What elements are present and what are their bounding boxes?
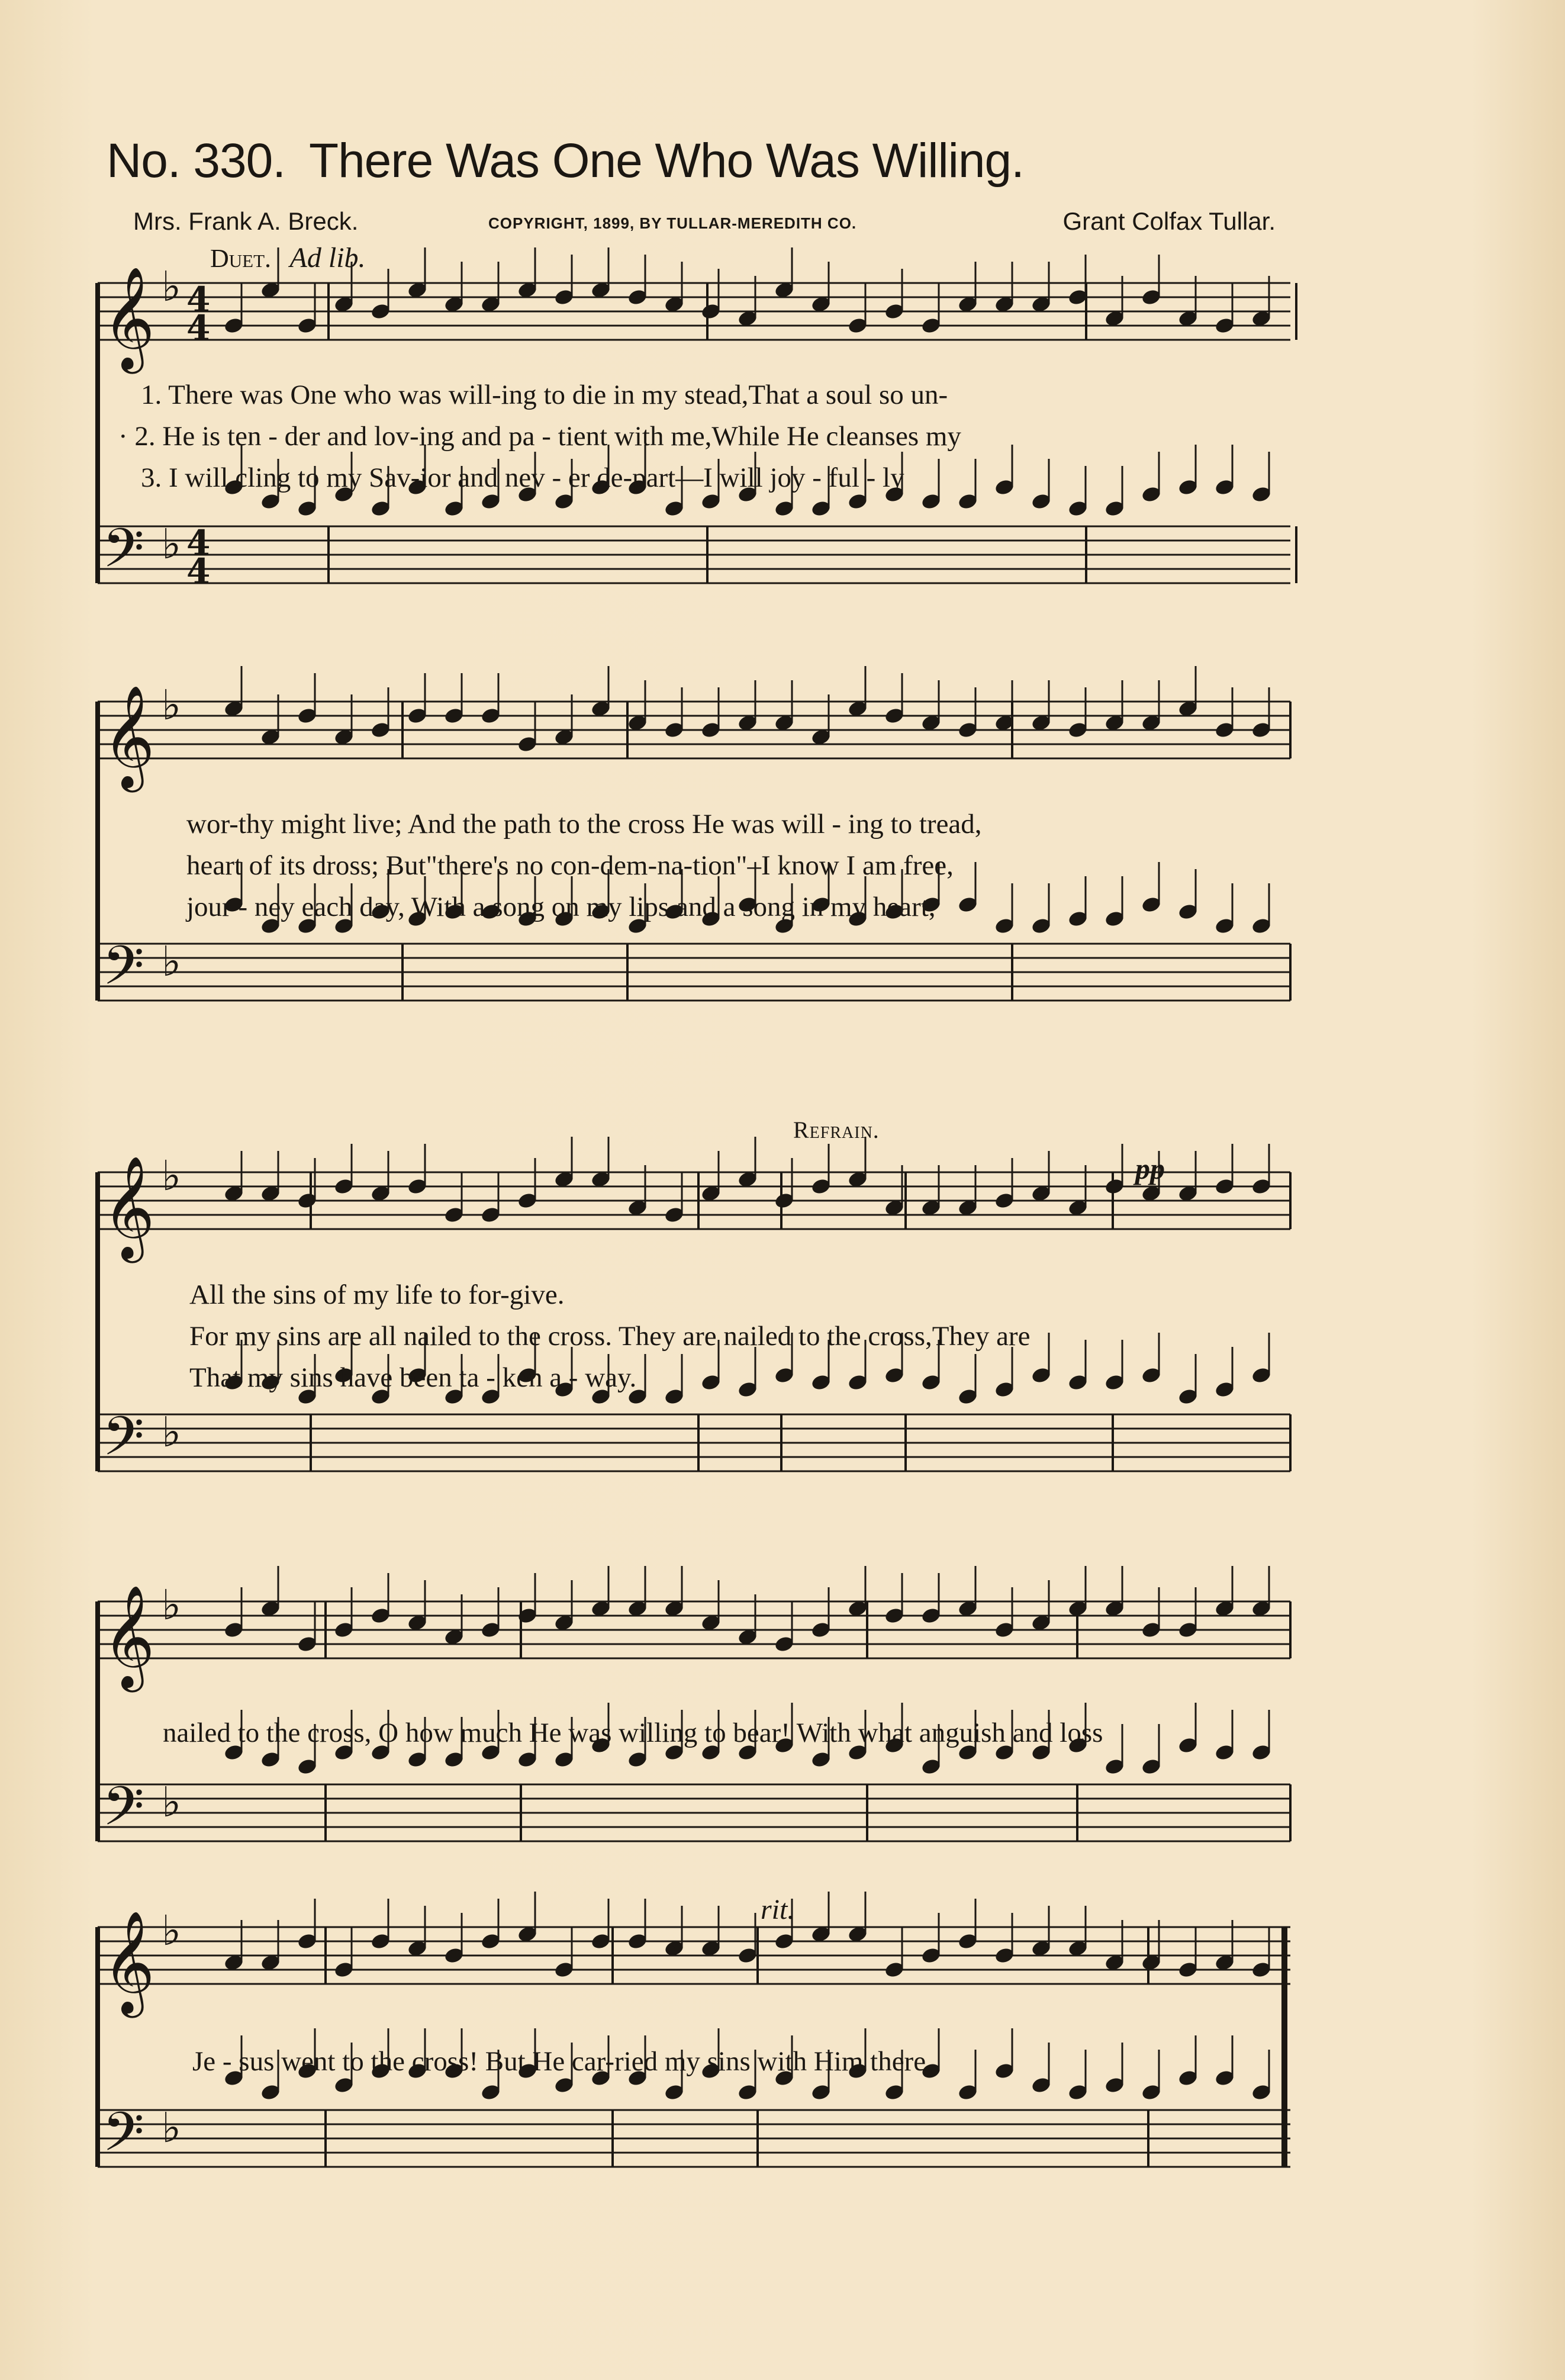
svg-text:♭: ♭ bbox=[162, 937, 182, 986]
copyright-notice: COPYRIGHT, 1899, BY TULLAR-MEREDITH CO. bbox=[488, 214, 857, 232]
svg-text:♭: ♭ bbox=[162, 520, 182, 568]
svg-text:4: 4 bbox=[186, 308, 211, 348]
svg-text:♭: ♭ bbox=[162, 1778, 182, 1826]
duet-label: Duet. bbox=[210, 244, 272, 273]
dynamic-pp: pp bbox=[1135, 1152, 1165, 1185]
verse-1-line-3: All the sins of my life to for-give. bbox=[189, 1279, 565, 1310]
verse-2-line-2: heart of its dross; But"there's no con-dem-na-tion"–I know I am free, bbox=[186, 850, 954, 881]
svg-text:4: 4 bbox=[186, 551, 211, 591]
verse-3-line-1: 3. I will cling to my Sav-ior and nev - er de-part—I will joy - ful - ly bbox=[141, 462, 904, 493]
author-credit: Mrs. Frank A. Breck. bbox=[133, 207, 359, 235]
refrain-label: Refrain. bbox=[793, 1117, 880, 1143]
refrain-lyric-line-2: Je - sus went to the cross! But He car-ried my sins with Him there. bbox=[192, 2046, 933, 2077]
ad-lib-label: Ad lib. bbox=[289, 242, 366, 274]
svg-text:♭: ♭ bbox=[162, 681, 182, 729]
staff-lines bbox=[98, 262, 1296, 2176]
svg-text:𝄞: 𝄞 bbox=[102, 266, 155, 369]
svg-text:4: 4 bbox=[186, 279, 211, 320]
svg-text:𝄞: 𝄞 bbox=[102, 1585, 155, 1688]
svg-text:𝄞: 𝄞 bbox=[102, 1911, 155, 2014]
svg-text:4: 4 bbox=[186, 523, 211, 563]
refrain-lyric-line-1: nailed to the cross, O how much He was willing to bear! With what anguish and loss bbox=[163, 1718, 1103, 1748]
verse-3-line-2: jour - ney each day, With a song on my lips and a song in my heart, bbox=[186, 892, 936, 922]
svg-text:𝄢: 𝄢 bbox=[102, 1405, 144, 1481]
svg-text:𝄞: 𝄞 bbox=[102, 1156, 155, 1259]
svg-text:𝄢: 𝄢 bbox=[102, 517, 144, 593]
svg-text:𝄞: 𝄞 bbox=[102, 685, 155, 788]
verse-2-line-1: · 2. He is ten - der and lov-ing and pa - tient with me,While He cleanses my bbox=[118, 421, 961, 452]
composer-credit: Grant Colfax Tullar. bbox=[1062, 207, 1276, 235]
verse-3-line-3: That my sins have been ta - ken a - way. bbox=[189, 1362, 637, 1393]
verse-1-line-2: wor-thy might live; And the path to the cross He was will - ing to tread, bbox=[186, 809, 982, 840]
verse-2-line-3: For my sins are all nailed to the cross. They are nailed to the cross,They are bbox=[189, 1321, 1031, 1352]
svg-text:♭: ♭ bbox=[162, 1152, 182, 1200]
svg-text:♭: ♭ bbox=[162, 1906, 182, 1955]
svg-text:♭: ♭ bbox=[162, 1408, 182, 1456]
svg-text:♭: ♭ bbox=[162, 262, 182, 311]
verse-1-line-1: 1. There was One who was will-ing to die in my stead,That a soul so un- bbox=[141, 379, 948, 410]
hymn-number: No. 330. bbox=[107, 134, 285, 188]
svg-text:𝄢: 𝄢 bbox=[102, 2101, 144, 2176]
svg-text:𝄢: 𝄢 bbox=[102, 934, 144, 1010]
hymn-title: There Was One Who Was Willing. bbox=[308, 134, 1024, 188]
rit-marking: rit. bbox=[761, 1894, 795, 1925]
svg-text:𝄢: 𝄢 bbox=[102, 1775, 144, 1851]
svg-text:♭: ♭ bbox=[162, 2104, 182, 2152]
svg-text:♭: ♭ bbox=[162, 1581, 182, 1629]
